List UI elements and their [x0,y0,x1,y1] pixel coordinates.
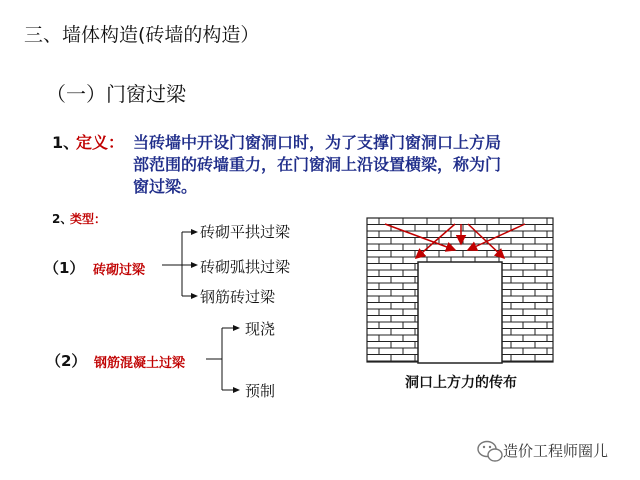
definition-line-2: 部范围的砖墙重力，在门窗洞上沿设置横梁，称为门 [133,155,502,174]
wechat-icon [478,442,502,462]
group1-number: （1） [44,259,85,277]
group1-option-reinforced-brick: 钢筋砖过梁 [200,288,276,306]
types-label: 类型： [70,212,107,226]
group1-option-flat-arch: 砖砌平拱过梁 [200,223,291,241]
page-title: 三、墙体构造(砖墙的构造） [24,24,260,46]
definition-number: 1、 [52,133,80,152]
group2-option-cast-in-place: 现浇 [245,320,276,338]
group2-label: 钢筋混凝土过梁 [94,356,186,371]
types-number: 2、 [52,212,73,226]
definition-line-3: 窗过梁。 [133,177,198,196]
watermark-text: 造价工程师圈儿 [503,442,609,460]
group1-label: 砖砌过梁 [93,263,146,278]
diagram-caption: 洞口上方力的传布 [405,375,517,391]
group2-option-precast: 预制 [245,382,276,400]
group1-option-curved-arch: 砖砌弧拱过梁 [200,258,291,276]
section-subtitle: （一）门窗过梁 [46,82,186,106]
definition-line-1: 当砖墙中开设门窗洞口时，为了支撑门窗洞口上方局 [133,133,502,152]
group2-number: （2） [46,352,87,370]
definition-label: 定义： [76,133,125,152]
